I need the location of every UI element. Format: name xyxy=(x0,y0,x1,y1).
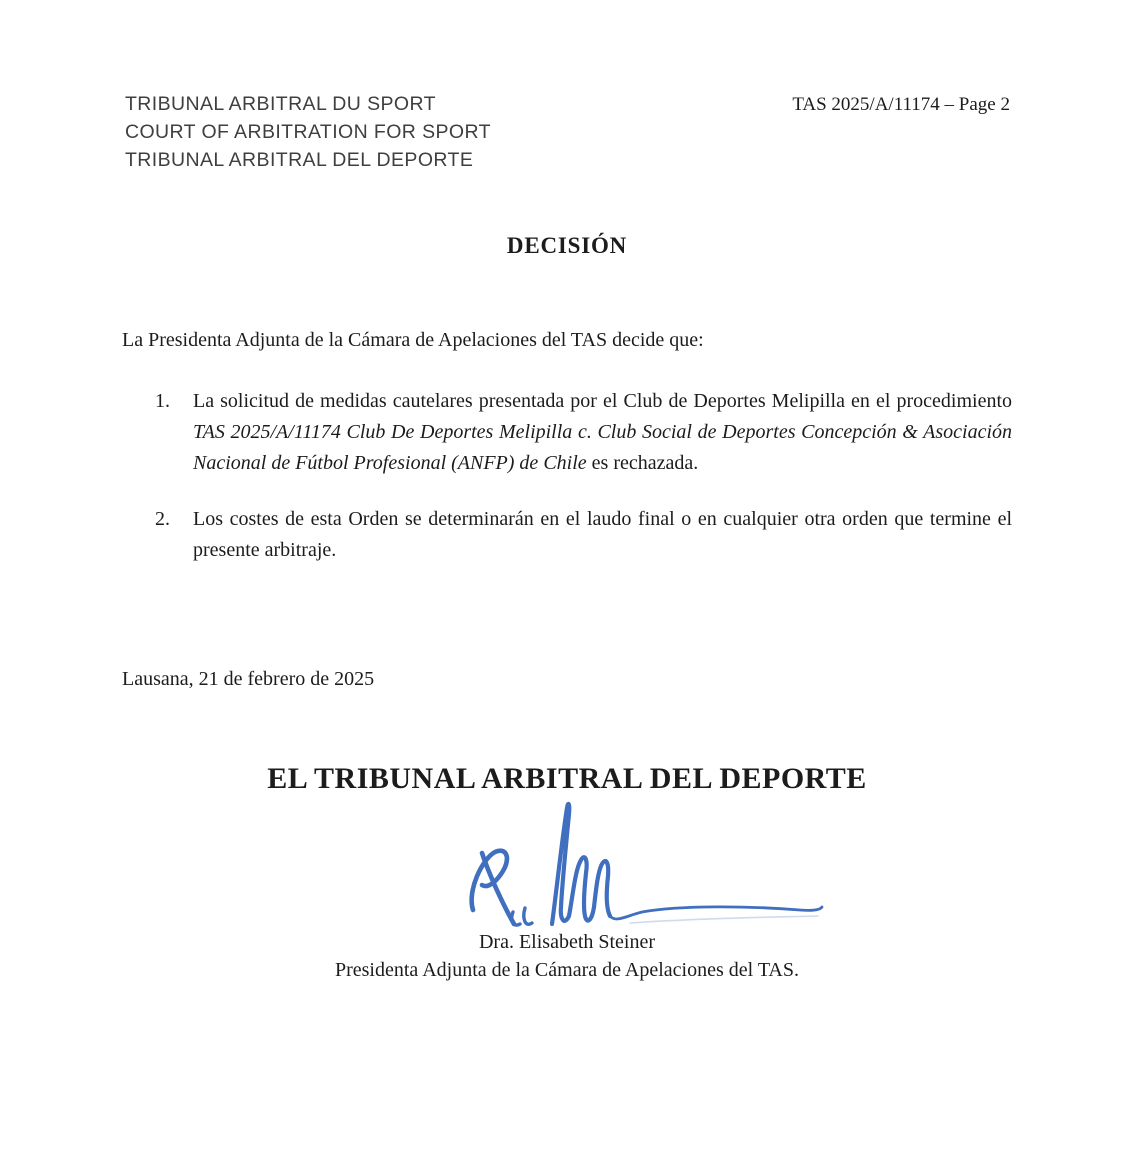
letterhead-line-english: COURT OF ARBITRATION FOR SPORT xyxy=(125,121,491,143)
signatory-block xyxy=(122,928,1012,984)
place-and-date-line: Lausana, 21 de febrero de 2025 xyxy=(122,668,375,690)
signatory-role: Presidenta Adjunta de la Cámara de Apelaciones del TAS. xyxy=(334,959,799,981)
document-title: DECISIÓN xyxy=(506,233,628,258)
list-item xyxy=(122,386,1012,479)
item-text xyxy=(193,504,1012,566)
letterhead-line-spanish: TRIBUNAL ARBITRAL DEL DEPORTE xyxy=(125,149,474,171)
list-item xyxy=(122,504,1012,566)
intro-paragraph: La Presidenta Adjunta de la Cámara de Apelaciones del TAS decide que: xyxy=(122,329,704,351)
item-text-case-citation: TAS 2025/A/11174 Club De Deportes Melipilla c. Club Social de Deportes Concepción & Asociación Nacional de Fútbol Profesional (ANFP) de Chile xyxy=(193,421,1012,474)
case-reference-page-number: TAS 2025/A/11174 – Page 2 xyxy=(792,94,1010,115)
handwritten-signature-icon xyxy=(468,797,828,937)
item-text-normal: es rechazada. xyxy=(586,452,699,474)
signatory-name: Dra. Elisabeth Steiner xyxy=(478,931,656,953)
decision-list xyxy=(122,386,1012,566)
item-number: 2. xyxy=(155,508,170,530)
tribunal-heading: EL TRIBUNAL ARBITRAL DEL DEPORTE xyxy=(267,762,867,795)
item-text xyxy=(193,386,1012,479)
letterhead xyxy=(125,90,491,174)
letterhead-line-french: TRIBUNAL ARBITRAL DU SPORT xyxy=(125,93,436,115)
item-text-normal: Los costes de esta Orden se determinarán en el laudo final o en cualquier otra orden que termine el presente arbitraje. xyxy=(193,508,1012,561)
item-text-normal: La solicitud de medidas cautelares presentada por el Club de Deportes Melipilla en el procedimiento xyxy=(193,390,1012,412)
item-number: 1. xyxy=(155,390,170,412)
